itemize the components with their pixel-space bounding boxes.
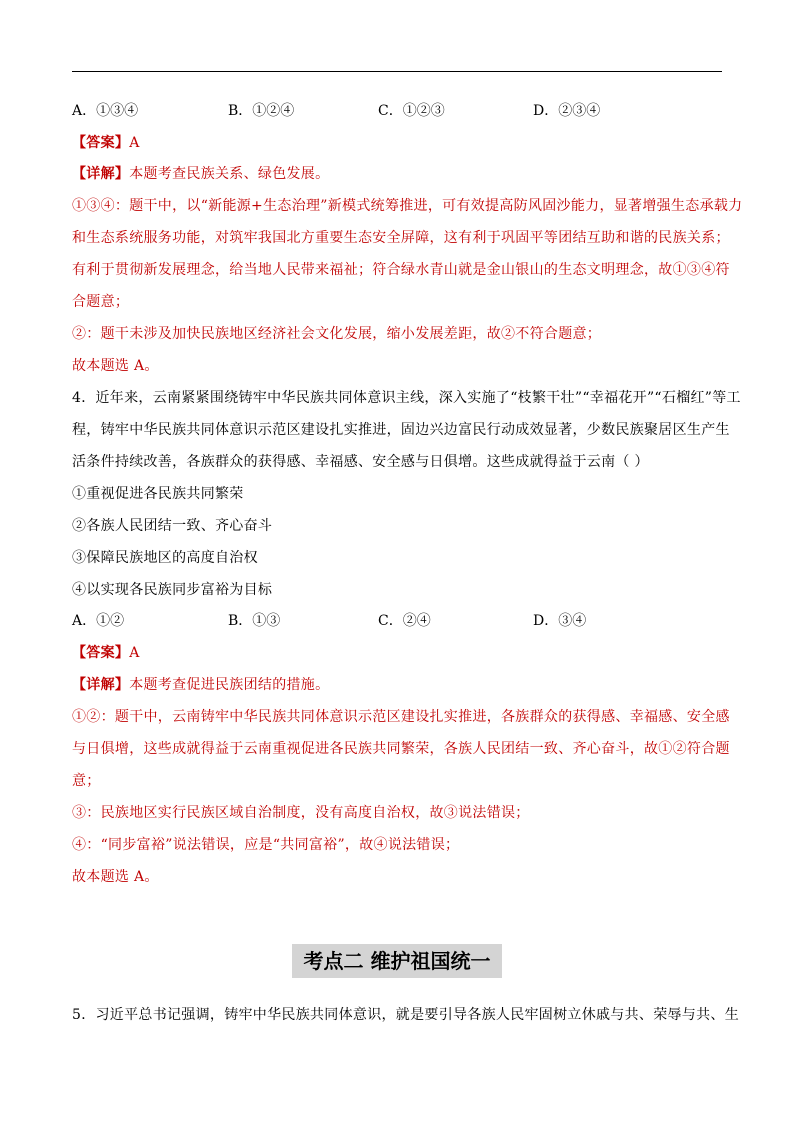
q3-option-a: A．①③④ bbox=[72, 103, 139, 119]
q3-detail-line: 和生态系统服务功能，对筑牢我国北方重要生态安全屏障，这有利于巩固平等团结互助和谐的民族关系； bbox=[72, 230, 730, 246]
q4-option-d: D．③④ bbox=[533, 613, 587, 629]
q3-option-b: B．①②④ bbox=[228, 103, 295, 119]
q4-detail-line: ①②：题干中，云南铸牢中华民族共同体意识示范区建设扎实推进，各族群众的获得感、幸福感、安全感 bbox=[72, 709, 730, 725]
q3-answer bbox=[72, 133, 722, 153]
q4-detail bbox=[72, 675, 722, 695]
header-rule bbox=[72, 71, 722, 72]
q4-stem-line: 活条件持续改善，各族群众的获得感、幸福感、安全感与日俱增。这些成就得益于云南（ ） bbox=[72, 454, 649, 470]
q4-option-c: C．②④ bbox=[378, 613, 431, 629]
q4-detail-line: ④：“同步富裕”说法错误，应是“共同富裕”，故④说法错误； bbox=[72, 837, 460, 853]
q3-answer-value: A bbox=[129, 135, 140, 151]
q3-option-d: D．②③④ bbox=[533, 103, 601, 119]
q3-detail-line: ①③④：题干中，以“新能源+生态治理”新模式统筹推进，可有效提高防风固沙能力，显著增强生态承载力 bbox=[72, 198, 743, 214]
q4-detail-line: 与日俱增，这些成就得益于云南重视促进各民族共同繁荣，各族人民团结一致、齐心奋斗，故①②符合题 bbox=[72, 741, 730, 757]
q3-detail-line: 有利于贯彻新发展理念，给当地人民带来福祉；符合绿水青山就是金山银山的生态文明理念，故①③④符 bbox=[72, 262, 730, 278]
section-heading: 考点二 维护祖国统一 bbox=[292, 944, 502, 978]
q4-option-b: B．①③ bbox=[228, 613, 281, 629]
q4-statement: ③保障民族地区的高度自治权 bbox=[72, 550, 258, 566]
q4-option-a: A．①② bbox=[72, 613, 125, 629]
q3-detail-line: ②：题干未涉及加快民族地区经济社会文化发展，缩小发展差距，故②不符合题意； bbox=[72, 326, 602, 342]
q3-detail-line: 故本题选 A。 bbox=[72, 358, 159, 374]
q4-answer bbox=[72, 643, 722, 663]
q4-detail-line: 故本题选 A。 bbox=[72, 869, 159, 885]
q4-stem-line: 4．近年来，云南紧紧围绕铸牢中华民族共同体意识主线，深入实施了“枝繁干壮”“幸福花开”“石榴红”等工 bbox=[72, 390, 741, 406]
q3-detail bbox=[72, 164, 722, 184]
q4-statement: ②各族人民团结一致、齐心奋斗 bbox=[72, 518, 273, 534]
q3-detail-label: 【详解】 bbox=[72, 166, 130, 182]
q4-detail-intro: 本题考查促进民族团结的措施。 bbox=[129, 677, 330, 693]
q4-answer-label: 【答案】 bbox=[72, 645, 130, 661]
q4-statement: ①重视促进各民族共同繁荣 bbox=[72, 486, 244, 502]
q3-detail-line: 合题意； bbox=[72, 294, 130, 310]
q4-detail-label: 【详解】 bbox=[72, 677, 130, 693]
q4-options bbox=[72, 611, 722, 631]
q4-detail-line: 意； bbox=[72, 773, 101, 789]
q4-detail-line: ③：民族地区实行民族区域自治制度，没有高度自治权，故③说法错误； bbox=[72, 805, 530, 821]
q5-stem-line: 5．习近平总书记强调，铸牢中华民族共同体意识，就是要引导各族人民牢固树立休戚与共、荣辱与共、生 bbox=[72, 1007, 740, 1023]
q3-answer-label: 【答案】 bbox=[72, 135, 130, 151]
q4-answer-value: A bbox=[129, 645, 140, 661]
q4-statement: ④以实现各民族同步富裕为目标 bbox=[72, 582, 273, 598]
q3-options bbox=[72, 101, 722, 121]
q4-stem-line: 程，铸牢中华民族共同体意识示范区建设扎实推进，固边兴边富民行动成效显著，少数民族聚居区生产生 bbox=[72, 422, 730, 438]
q3-option-c: C．①②③ bbox=[378, 103, 445, 119]
q3-detail-intro: 本题考查民族关系、绿色发展。 bbox=[129, 166, 330, 182]
